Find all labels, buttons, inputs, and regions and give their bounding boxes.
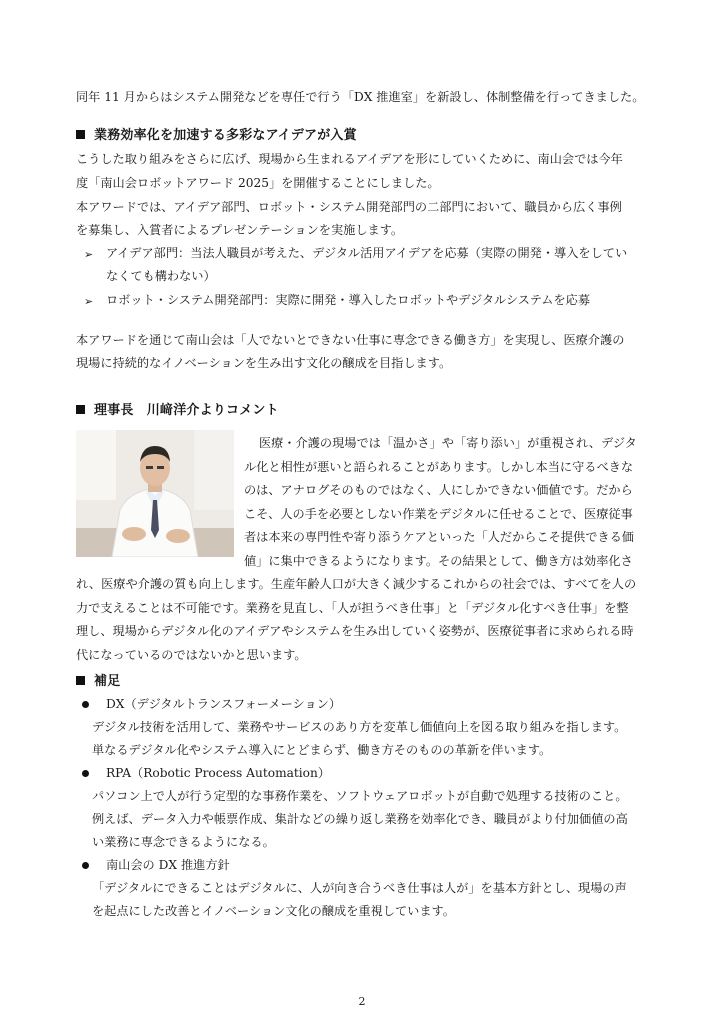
list-item-line: なくても構わない） bbox=[106, 269, 216, 283]
comment-line: 者は本来の専門性や寄り添うケアといった「人だからこそ提供できる価 bbox=[244, 530, 634, 544]
chairman-photo bbox=[76, 430, 234, 557]
comment-line: のは、アナログそのものではなく、人にしかできない価値です。だから bbox=[244, 483, 633, 497]
note-line: い業務に専念できるようになる。 bbox=[92, 835, 275, 849]
paragraph-line: 現場に持続的なイノベーションを生み出す文化の醸成を目指します。 bbox=[76, 356, 452, 370]
note-line: 単なるデジタル化やシステム導入にとどまらず、働き方そのものの革新を伴います。 bbox=[92, 743, 552, 757]
comment-line: 代になっているのではないかと思います。 bbox=[76, 648, 307, 662]
bullet-dot-icon bbox=[82, 862, 89, 869]
section-heading-awards: 業務効率化を加速する多彩なアイデアが入賞 bbox=[76, 124, 357, 147]
intro-line: 同年 11 月からはシステム開発などを専任で行う「DX 推進室」を新設し、体制整備を行ってきました。 bbox=[76, 90, 645, 104]
note-line: を起点にした改善とイノベーション文化の醸成を重視しています。 bbox=[92, 904, 455, 918]
note-line: 例えば、データ入力や帳票作成、集計などの繰り返し業務を効率化でき、職員がより付加価値の高 bbox=[92, 812, 628, 826]
note-line: デジタル技術を活用して、業務やサービスのあり方を変革し価値向上を図る取り組みを指します。 bbox=[92, 720, 627, 734]
arrow-bullet-icon: ➢ bbox=[84, 295, 94, 308]
square-bullet-icon bbox=[76, 130, 85, 139]
square-bullet-icon bbox=[76, 676, 85, 685]
comment-line: 医療・介護の現場では「温かさ」や「寄り添い」が重視され、デジタ bbox=[259, 436, 637, 450]
comment-line: れ、医療や介護の質も向上します。生産年齢人口が大きく減少するこれからの社会では、すべてを人の bbox=[76, 577, 637, 591]
bullet-dot-icon bbox=[82, 701, 89, 708]
comment-line: こそ、人の手を必要としない作業をデジタルに任せることで、医療従事 bbox=[244, 507, 633, 521]
section-heading-notes: 補足 bbox=[76, 670, 120, 693]
note-term: RPA（Robotic Process Automation） bbox=[106, 766, 331, 780]
note-line: 「デジタルにできることはデジタルに、人が向き合うべき仕事は人が」を基本方針とし、現場の声 bbox=[92, 881, 627, 895]
comment-line: ル化と相性が悪いと語られることがあります。しかし本当に守るべきな bbox=[244, 460, 634, 474]
list-item-line: ロボット・システム開発部門：実際に開発・導入したロボットやデジタルシステムを応募 bbox=[106, 293, 591, 307]
square-bullet-icon bbox=[76, 405, 85, 414]
bullet-dot-icon bbox=[82, 770, 89, 777]
comment-line: 値」に集中できるようになります。その結果として、働き方は効率化さ bbox=[244, 554, 633, 568]
arrow-bullet-icon: ➢ bbox=[84, 248, 94, 261]
comment-line: 理し、現場からデジタル化のアイデアやシステムを生み出していく姿勢が、医療従事者に求められる時 bbox=[76, 624, 634, 638]
comment-line: 力で支えることは不可能です。業務を見直し、「人が担うべき仕事」と「デジタル化すべき仕事」を整 bbox=[76, 601, 629, 615]
paragraph-line: 本アワードを通じて南山会は「人でないとできない仕事に専念できる働き方」を実現し、医療介護の bbox=[76, 333, 625, 347]
note-line: パソコン上で人が行う定型的な事務作業を、ソフトウェアロボットが自動で処理する技術のこと。 bbox=[92, 789, 628, 803]
note-term: DX（デジタルトランスフォーメーション） bbox=[106, 697, 342, 711]
note-term: 南山会の DX 推進方針 bbox=[106, 858, 230, 872]
page-number: 2 bbox=[358, 995, 366, 1008]
paragraph-line: 度「南山会ロボットアワード 2025」を開催することにしました。 bbox=[76, 176, 440, 190]
section-heading-comment: 理事長 川﨑洋介よりコメント bbox=[76, 399, 279, 422]
paragraph-line: を募集し、入賞者によるプレゼンテーションを実施します。 bbox=[76, 223, 404, 237]
list-item-line: アイデア部門：当法人職員が考えた、デジタル活用アイデアを応募（実際の開発・導入をしてい bbox=[106, 246, 628, 260]
paragraph-line: こうした取り組みをさらに広げ、現場から生まれるアイデアを形にしていくために、南山会では今年 bbox=[76, 152, 623, 166]
paragraph-line: 本アワードでは、アイデア部門、ロボット・システム開発部門の二部門において、職員から広く事例 bbox=[76, 200, 622, 214]
